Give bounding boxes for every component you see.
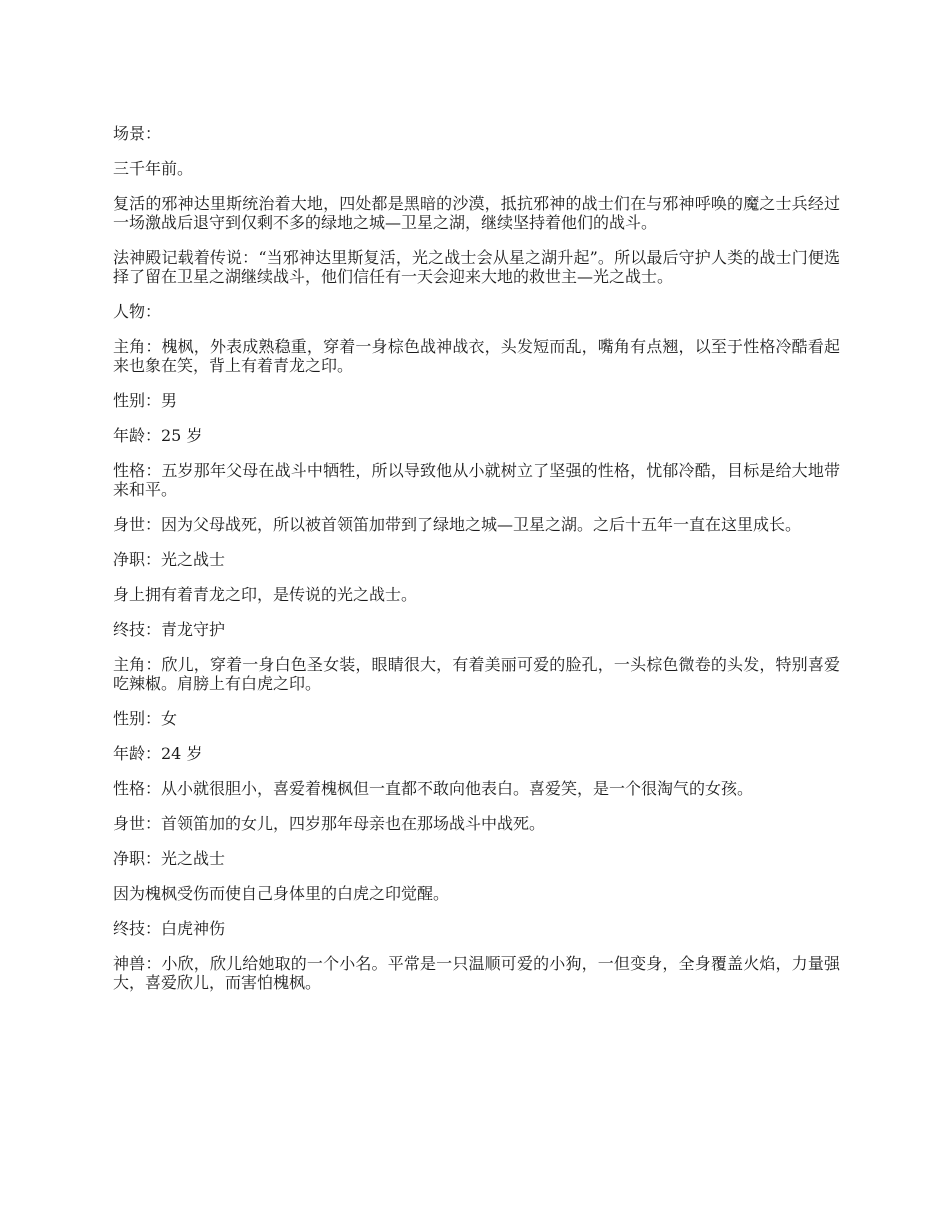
paragraph-heroine-description: 主角：欣儿，穿着一身白色圣女装，眼睛很大，有着美丽可爱的脸孔，一头棕色微卷的头发，特别喜爱吃辣椒。肩膀上有白虎之印。 xyxy=(113,655,840,693)
paragraph-hero-gender: 性别：男 xyxy=(113,391,178,410)
paragraph-heroine-personality: 性格：从小就很胆小，喜爱着槐枫但一直都不敢向他表白。喜爱笑，是一个很淘气的女孩。 xyxy=(113,779,754,798)
paragraph-time: 三千年前。 xyxy=(113,159,194,178)
paragraph-hero-ultimate: 终技：青龙守护 xyxy=(113,620,226,639)
paragraph-beast: 神兽：小欣，欣儿给她取的一个小名。平常是一只温顺可爱的小狗，一但变身，全身覆盖火焰，力量强大，喜爱欣儿，而害怕槐枫。 xyxy=(113,954,840,992)
paragraph-heroine-mark: 因为槐枫受伤而使自己身体里的白虎之印觉醒。 xyxy=(113,884,450,903)
paragraph-hero-personality: 性格：五岁那年父母在战斗中牺牲，所以导致他从小就树立了坚强的性格，忧郁冷酷，目标是给大地带来和平。 xyxy=(113,461,840,499)
paragraph-hero-description: 主角：槐枫，外表成熟稳重，穿着一身棕色战神战衣，头发短而乱，嘴角有点翘，以至于性格冷酷看起来也象在笑，背上有着青龙之印。 xyxy=(113,337,840,375)
paragraph-scene-heading: 场景： xyxy=(113,124,162,143)
paragraph-heroine-gender: 性别：女 xyxy=(113,709,178,728)
paragraph-characters-heading: 人物： xyxy=(113,302,162,321)
paragraph-heroine-class: 净职：光之战士 xyxy=(113,849,226,868)
paragraph-hero-age: 年龄：25 岁 xyxy=(113,426,203,445)
paragraph-background: 复活的邪神达里斯统治着大地，四处都是黑暗的沙漠，抵抗邪神的战士们在与邪神呼唤的魔之士兵经过一场激战后退守到仅剩不多的绿地之城—卫星之湖，继续坚持着他们的战斗。 xyxy=(113,194,840,232)
document-body xyxy=(113,124,840,1008)
paragraph-hero-mark: 身上拥有着青龙之印，是传说的光之战士。 xyxy=(113,585,418,604)
paragraph-heroine-ultimate: 终技：白虎神伤 xyxy=(113,919,226,938)
paragraph-hero-backstory: 身世：因为父母战死，所以被首领笛加带到了绿地之城—卫星之湖。之后十五年一直在这里成长。 xyxy=(113,515,802,534)
paragraph-legend: 法神殿记载着传说：“当邪神达里斯复活，光之战士会从星之湖升起”。所以最后守护人类的战士门便选择了留在卫星之湖继续战斗，他们信任有一天会迎来大地的救世主—光之战士。 xyxy=(113,248,840,286)
paragraph-hero-class: 净职：光之战士 xyxy=(113,550,226,569)
paragraph-heroine-age: 年龄：24 岁 xyxy=(113,744,203,763)
paragraph-heroine-backstory: 身世：首领笛加的女儿，四岁那年母亲也在那场战斗中战死。 xyxy=(113,814,546,833)
